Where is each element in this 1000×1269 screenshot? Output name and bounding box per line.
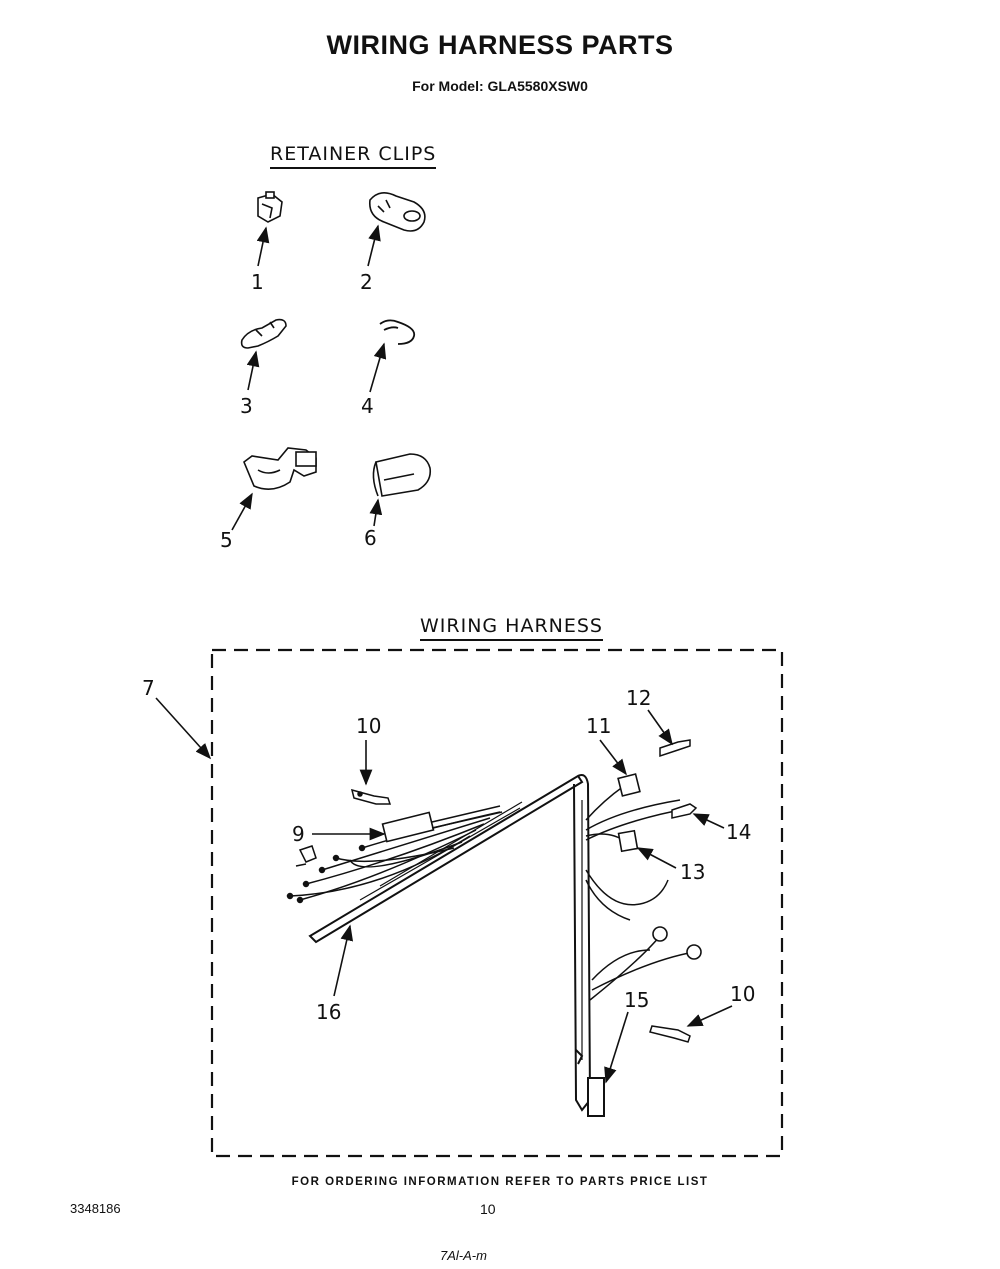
clip-2-drawing: [370, 193, 425, 231]
leader-4: [370, 344, 384, 392]
document-number: 3348186: [70, 1201, 121, 1216]
leader-10-lower: [688, 1006, 732, 1026]
leader-11: [600, 740, 626, 774]
leader-15: [606, 1012, 628, 1082]
harness-trunk: [310, 775, 604, 1116]
terminal-14-drawing: [672, 804, 696, 818]
leader-5: [232, 494, 252, 530]
terminal-10-lower-drawing: [650, 1026, 690, 1042]
retainer-clips-heading: RETAINER CLIPS: [270, 143, 436, 169]
callout-11: 11: [586, 714, 612, 738]
callout-14: 14: [726, 820, 752, 844]
callout-16: 16: [316, 1000, 342, 1024]
leader-16: [334, 926, 350, 996]
callout-3: 3: [240, 394, 253, 418]
clip-4-drawing: [380, 320, 414, 344]
ring-terminals-drawing: [653, 927, 701, 959]
ordering-info-note: FOR ORDERING INFORMATION REFER TO PARTS PRICE LIST: [291, 1176, 709, 1188]
callout-2: 2: [360, 270, 373, 294]
harness-right-branches: [586, 786, 694, 1000]
callout-5: 5: [220, 528, 233, 552]
clip-1-drawing: [258, 192, 282, 222]
harness-dashed-box: [212, 650, 782, 1156]
clip-5-drawing: [244, 448, 316, 489]
clip-3-drawing: [242, 320, 286, 348]
terminal-12-drawing: [660, 740, 690, 756]
leader-3: [248, 352, 256, 390]
callout-9: 9: [292, 822, 305, 846]
leader-6: [374, 500, 378, 526]
leader-7: [156, 698, 210, 758]
leader-1: [258, 228, 266, 266]
callout-1: 1: [251, 270, 264, 294]
callout-13: 13: [680, 860, 706, 884]
page-title: WIRING HARNESS PARTS: [326, 30, 674, 60]
leader-2: [368, 226, 378, 266]
callout-10-upper: 10: [356, 714, 382, 738]
callout-7: 7: [142, 676, 155, 700]
callout-4: 4: [361, 394, 374, 418]
bottom-code: 7Al-A-m: [440, 1248, 487, 1263]
leader-13: [638, 848, 676, 868]
clip-6-drawing: [373, 454, 430, 496]
page-number: 10: [480, 1201, 496, 1217]
terminal-10-upper-drawing: [352, 790, 390, 804]
callout-15: 15: [624, 988, 650, 1012]
callout-6: 6: [364, 526, 377, 550]
model-subtitle: For Model: GLA5580XSW0: [412, 78, 588, 94]
callout-10-lower: 10: [730, 982, 756, 1006]
callout-12: 12: [626, 686, 652, 710]
leader-14: [694, 814, 724, 828]
connector-13-drawing: [619, 831, 638, 852]
wiring-harness-heading: WIRING HARNESS: [420, 615, 603, 641]
leader-12: [648, 710, 672, 744]
connector-11-drawing: [618, 774, 640, 796]
